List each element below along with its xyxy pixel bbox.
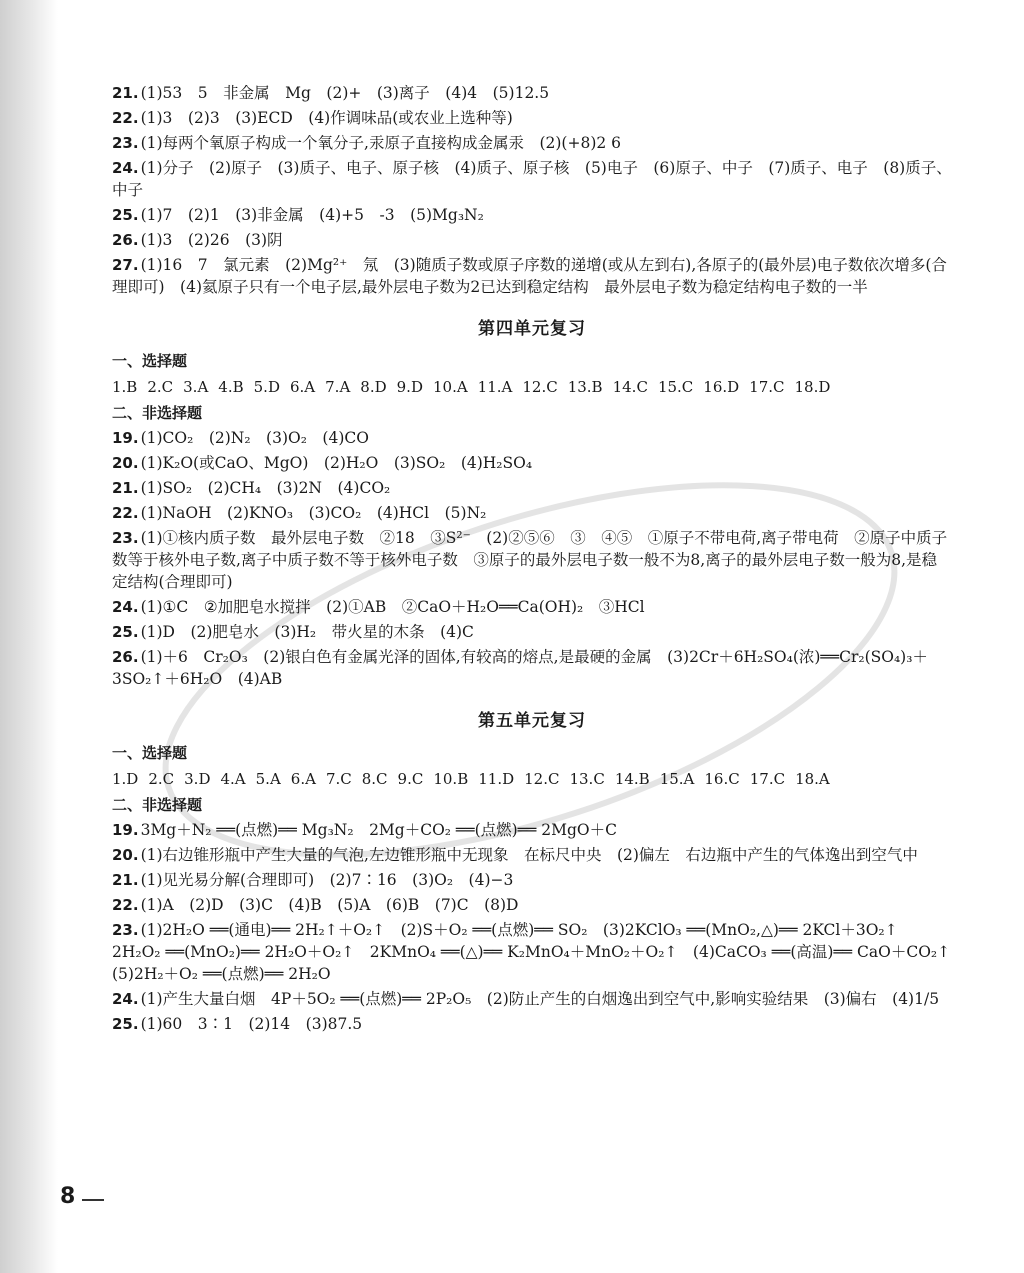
- choice-answer: 4.A: [220, 770, 246, 788]
- answer-text: (1)7 (2)1 (3)非金属 (4)+5 -3 (5)Mg₃N₂: [140, 206, 484, 224]
- answer-text: (1)60 3∶1 (2)14 (3)87.5: [140, 1015, 363, 1033]
- choice-answer: 8.D: [360, 378, 387, 396]
- choice-answer: 14.C: [612, 378, 648, 396]
- answer-content: [112, 80, 966, 1038]
- question-number: 21.: [112, 871, 139, 889]
- answer-item: [112, 477, 952, 499]
- answer-item: [112, 596, 952, 618]
- scan-edge: [0, 0, 58, 1273]
- unit5-choice-answers: [112, 768, 952, 790]
- question-number: 27.: [112, 256, 139, 274]
- choice-answer: 15.A: [659, 770, 695, 788]
- answer-text: (1)CO₂ (2)N₂ (3)O₂ (4)CO: [140, 429, 369, 447]
- choice-answer: 13.B: [567, 378, 603, 396]
- question-number: 25.: [112, 623, 139, 641]
- answer-text: (1)2H₂O ══(通电)══ 2H₂↑＋O₂↑ (2)S＋O₂ ══(点燃)══ SO₂ (3)2KClO₃ ══(MnO₂,△)══ 2KCl＋3O₂↑ 2H₂O₂ ══(MnO₂)══ 2H₂O＋O₂↑ 2KMnO₄ ══(△)══ K₂MnO₄＋MnO₂＋O₂↑ (4)CaCO₃ ══(高温)══ CaO＋CO₂↑ (5)2H₂＋O₂ ══(点燃)══ 2H₂O: [112, 921, 966, 983]
- answer-text: (1)①C ②加肥皂水搅拌 (2)①AB ②CaO＋H₂O══Ca(OH)₂ ③HCl: [140, 598, 645, 616]
- choice-answer: 10.A: [432, 378, 468, 396]
- answer-text: (1)D (2)肥皂水 (3)H₂ 带火星的木条 (4)C: [140, 623, 474, 641]
- choice-answer: 11.D: [478, 770, 515, 788]
- answer-item: [112, 502, 952, 524]
- answer-text: (1)每两个氧原子构成一个氧分子,汞原子直接构成金属汞 (2)(+8)2 6: [140, 134, 622, 152]
- answer-item: [112, 82, 952, 104]
- choice-answer: 15.C: [657, 378, 694, 396]
- answer-text: (1)右边锥形瓶中产生大量的气泡,左边锥形瓶中无现象 在标尺中央 (2)偏左 右边瓶中产生的气体逸出到空气中: [140, 846, 918, 864]
- answer-text: (1)产生大量白烟 4P＋5O₂ ══(点燃)══ 2P₂O₅ (2)防止产生的白烟逸出到空气中,影响实验结果 (3)偏右 (4)1/5: [140, 990, 940, 1008]
- unit5-answer-list: [112, 819, 966, 1035]
- choice-answer: 12.C: [522, 378, 558, 396]
- question-number: 21.: [112, 479, 139, 497]
- question-number: 25.: [112, 1015, 139, 1033]
- answer-text: (1)53 5 非金属 Mg (2)+ (3)离子 (4)4 (5)12.5: [140, 84, 550, 102]
- choice-answer: 6.A: [289, 378, 316, 396]
- page-number-rule: [82, 1199, 104, 1201]
- choice-answer: 7.C: [325, 770, 352, 788]
- answer-text: (1)SO₂ (2)CH₄ (3)2N (4)CO₂: [140, 479, 391, 497]
- choice-answer: 5.D: [253, 378, 280, 396]
- choice-answer: 7.A: [325, 378, 351, 396]
- answer-item: [112, 819, 952, 841]
- question-number: 21.: [112, 84, 139, 102]
- question-number: 23.: [112, 921, 139, 939]
- answer-item: [112, 229, 952, 251]
- answer-item: [112, 919, 966, 985]
- page-number: 8: [60, 1184, 76, 1209]
- answer-text: (1)＋6 Cr₂O₃ (2)银白色有金属光泽的固体,有较高的熔点,是最硬的金属 (3)2Cr＋6H₂SO₄(浓)══Cr₂(SO₄)₃＋3SO₂↑＋6H₂O (4)AB: [112, 648, 928, 688]
- answer-item: [112, 254, 952, 298]
- unit4-nonchoice-heading: 二、非选择题: [112, 404, 203, 422]
- unit4-title: 第四单元复习: [478, 319, 586, 339]
- choice-answer: 4.B: [218, 378, 244, 396]
- question-number: 22.: [112, 896, 139, 914]
- top-answer-block: [112, 82, 952, 298]
- answer-item: [112, 452, 952, 474]
- choice-answer: 1.D: [112, 770, 139, 788]
- answer-item: [112, 621, 952, 643]
- answer-text: 3Mg＋N₂ ══(点燃)══ Mg₃N₂ 2Mg＋CO₂ ══(点燃)══ 2MgO＋C: [140, 821, 617, 839]
- answer-text: (1)见光易分解(合理即可) (2)7∶16 (3)O₂ (4)−3: [140, 871, 514, 889]
- choice-answer: 2.C: [147, 378, 174, 396]
- answer-text: (1)16 7 氯元素 (2)Mg²⁺ 氖 (3)随质子数或原子序数的递增(或从左到右),各原子的(最外层)电子数依次增多(合理即可) (4)氦原子只有一个电子层,最外层电子数为2已达到稳定结构 最外层电子数为稳定结构电子数的一半: [112, 256, 947, 296]
- choice-answer: 18.D: [794, 378, 831, 396]
- answer-item: [112, 869, 952, 891]
- question-number: 23.: [112, 134, 139, 152]
- choice-answer: 8.C: [361, 770, 388, 788]
- question-number: 24.: [112, 598, 139, 616]
- answer-item: [112, 427, 952, 449]
- question-number: 24.: [112, 159, 139, 177]
- unit5-title: 第五单元复习: [478, 711, 586, 731]
- answer-text: (1)3 (2)26 (3)阴: [140, 231, 283, 249]
- answer-item: [112, 844, 952, 866]
- answer-text: (1)NaOH (2)KNO₃ (3)CO₂ (4)HCl (5)N₂: [140, 504, 487, 522]
- choice-answer: 17.C: [749, 770, 786, 788]
- unit4-choice-answers: [112, 376, 952, 398]
- question-number: 19.: [112, 429, 139, 447]
- answer-item: [112, 1013, 952, 1035]
- answer-item: [112, 988, 952, 1010]
- choice-answer: 9.D: [396, 378, 423, 396]
- answer-text: (1)3 (2)3 (3)ECD (4)作调味品(或农业上选种等): [140, 109, 513, 127]
- choice-answer: 12.C: [524, 770, 560, 788]
- choice-answer: 9.C: [397, 770, 424, 788]
- answer-text: (1)分子 (2)原子 (3)质子、电子、原子核 (4)质子、原子核 (5)电子 (6)原子、中子 (7)质子、电子 (8)质子、中子: [112, 159, 952, 199]
- question-number: 24.: [112, 990, 139, 1008]
- question-number: 25.: [112, 206, 139, 224]
- choice-answer: 3.A: [183, 378, 209, 396]
- choice-answer: 16.D: [703, 378, 740, 396]
- answer-item: [112, 646, 952, 690]
- answer-item: [112, 894, 952, 916]
- answer-text: (1)①核内质子数 最外层电子数 ②18 ③S²⁻ (2)②⑤⑥ ③ ④⑤ ①原子不带电荷,离子带电荷 ②原子中质子数等于核外电子数,离子中质子数不等于核外电子数 ③原子的最外层电子数一般不为8,离子的最外层电子数一般为8,是稳定结构(合理即可): [112, 529, 948, 591]
- question-number: 26.: [112, 231, 139, 249]
- question-number: 20.: [112, 846, 139, 864]
- question-number: 26.: [112, 648, 139, 666]
- choice-answer: 1.B: [112, 378, 138, 396]
- choice-answer: 11.A: [477, 378, 513, 396]
- choice-answer: 2.C: [148, 770, 175, 788]
- choice-answer: 10.B: [433, 770, 469, 788]
- choice-answer: 18.A: [795, 770, 830, 788]
- answer-item: [112, 157, 952, 201]
- answer-text: (1)K₂O(或CaO、MgO) (2)H₂O (3)SO₂ (4)H₂SO₄: [140, 454, 533, 472]
- answer-text: (1)A (2)D (3)C (4)B (5)A (6)B (7)C (8)D: [140, 896, 519, 914]
- choice-answer: 6.A: [290, 770, 316, 788]
- question-number: 22.: [112, 504, 139, 522]
- answer-item: [112, 107, 952, 129]
- unit4-answer-list: [112, 427, 952, 690]
- choice-answer: 17.C: [749, 378, 785, 396]
- choice-answer: 13.C: [569, 770, 605, 788]
- answer-item: [112, 527, 952, 593]
- unit5-choice-heading: 一、选择题: [112, 744, 188, 762]
- question-number: 22.: [112, 109, 139, 127]
- choice-answer: 14.B: [614, 770, 650, 788]
- unit4-choice-heading: 一、选择题: [112, 352, 188, 370]
- choice-answer: 3.D: [184, 770, 211, 788]
- answer-item: [112, 132, 952, 154]
- unit5-nonchoice-heading: 二、非选择题: [112, 796, 203, 814]
- choice-answer: 5.A: [255, 770, 281, 788]
- answer-item: [112, 204, 952, 226]
- question-number: 19.: [112, 821, 139, 839]
- question-number: 20.: [112, 454, 139, 472]
- choice-answer: 16.C: [704, 770, 740, 788]
- question-number: 23.: [112, 529, 139, 547]
